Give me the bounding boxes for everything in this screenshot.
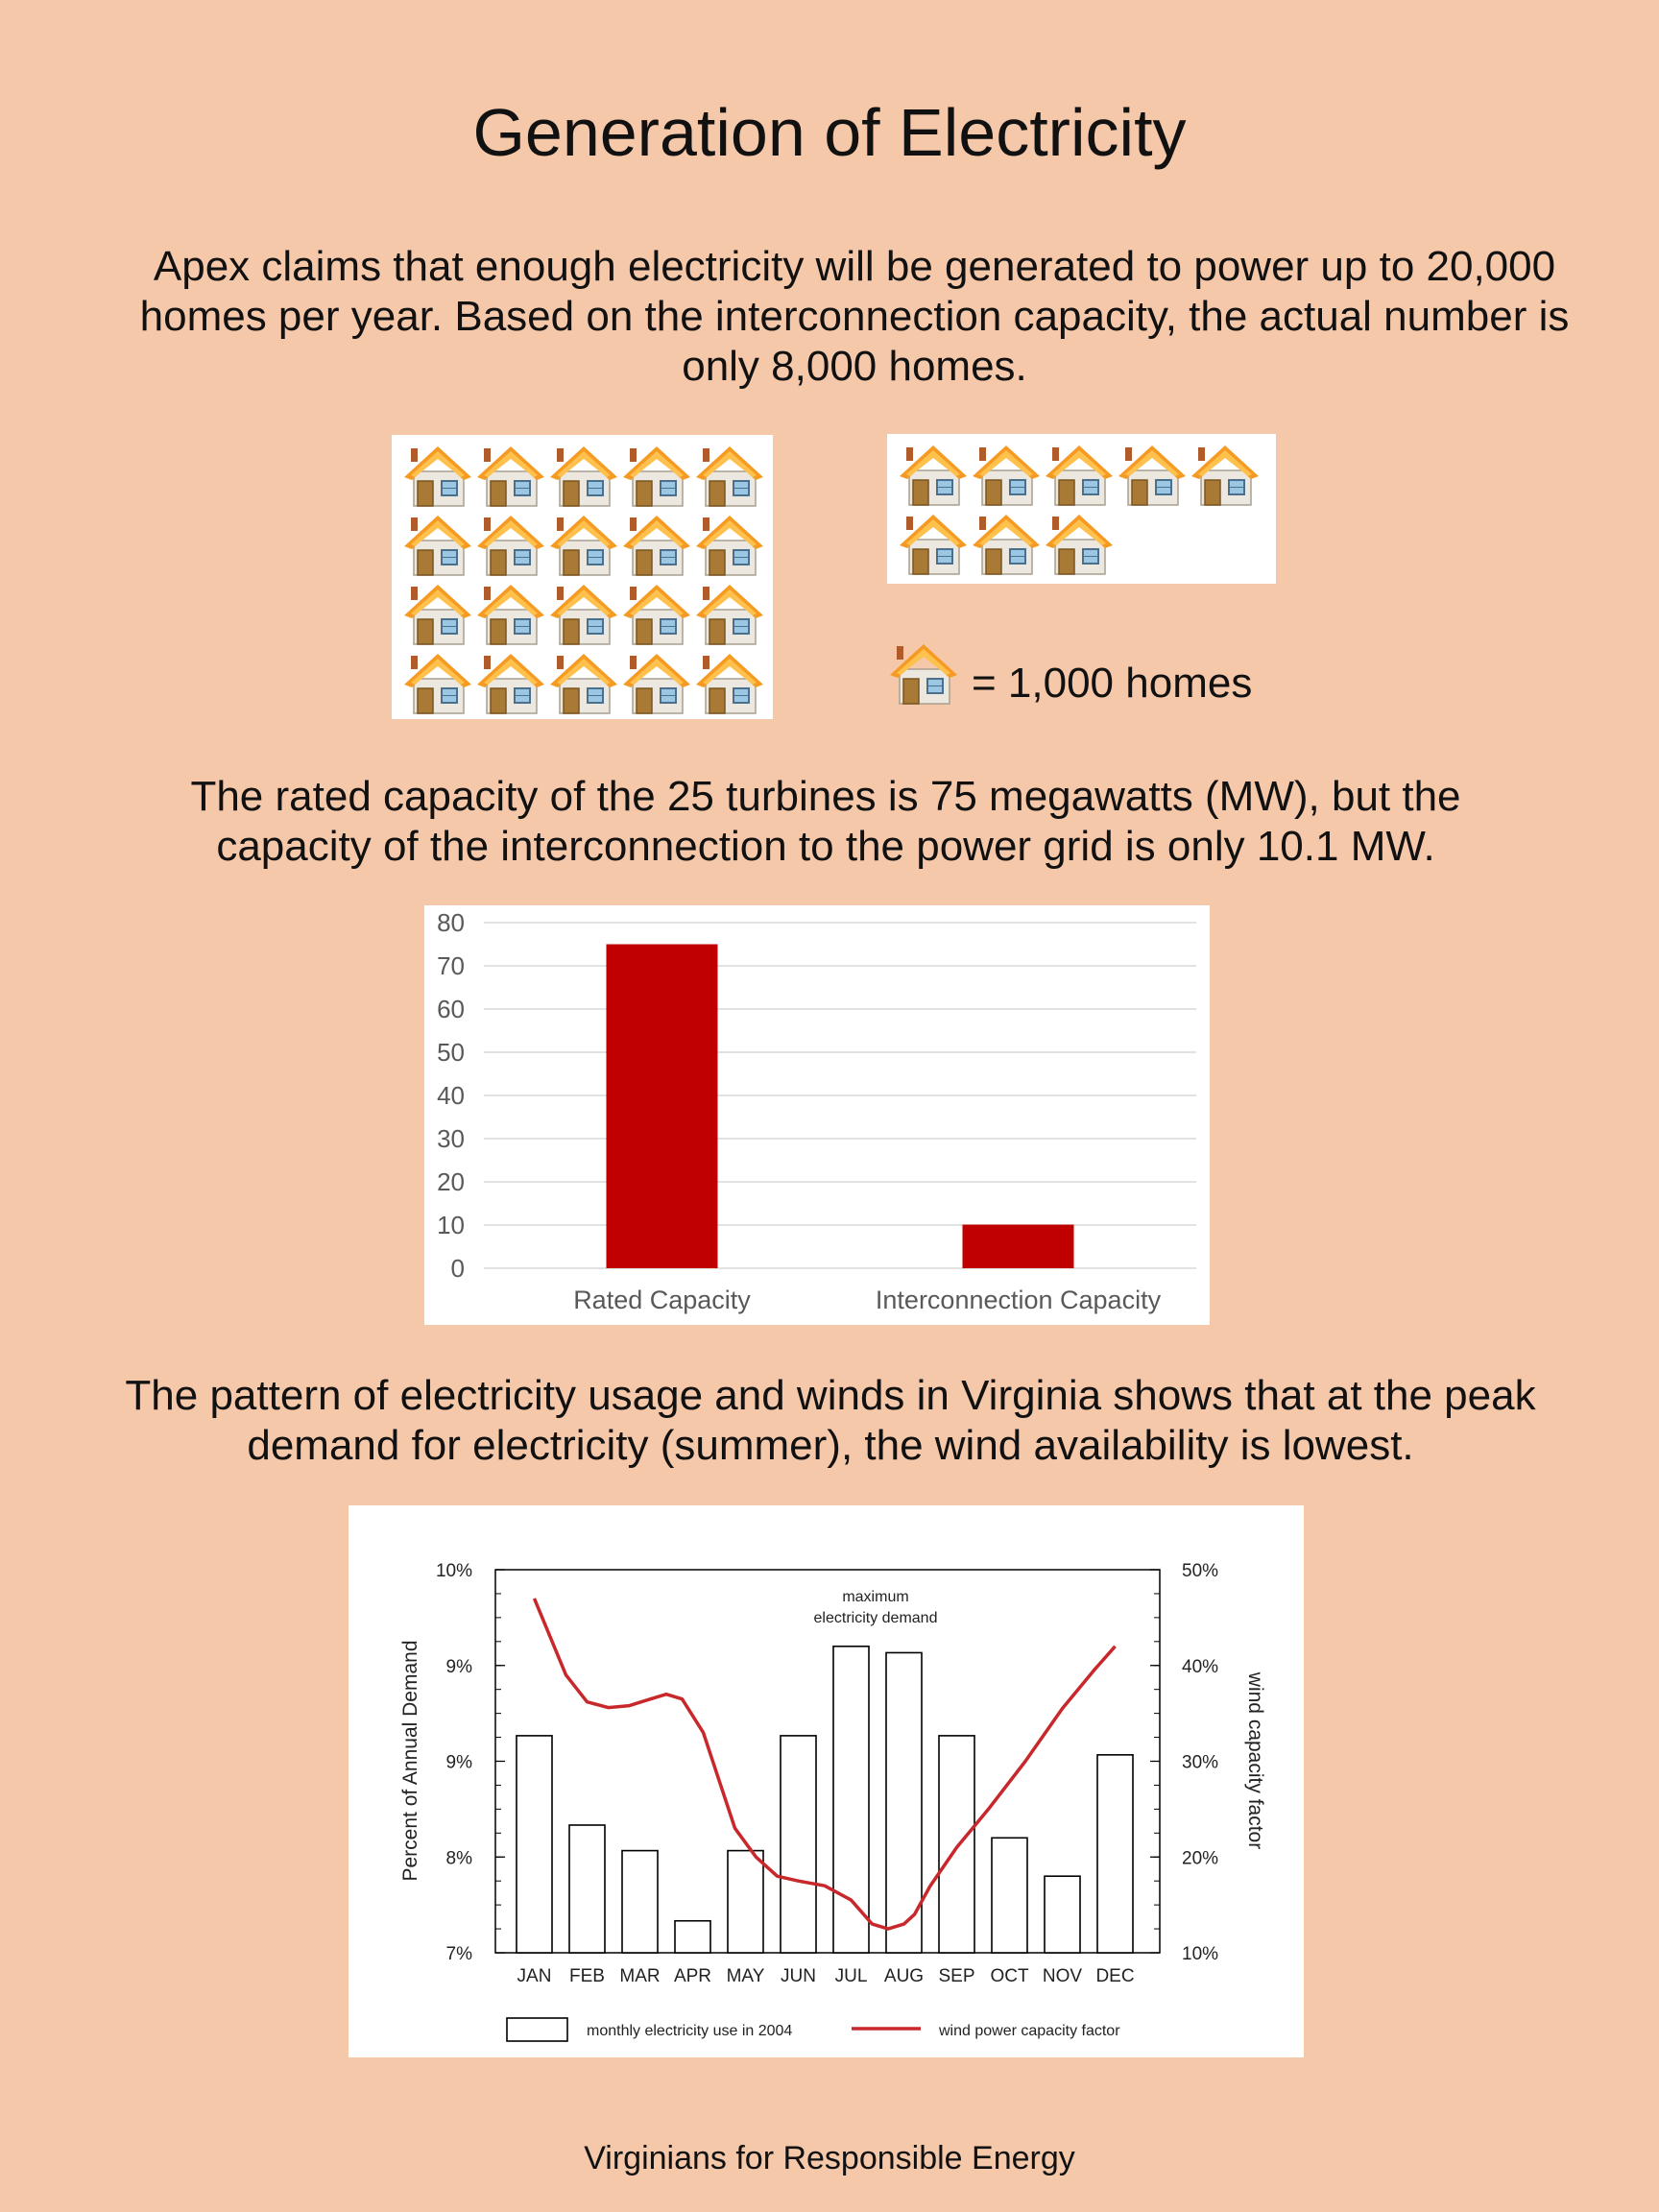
house-icon xyxy=(693,441,766,510)
y-tick-label: 30 xyxy=(437,1124,465,1153)
y-tick-label: 10 xyxy=(437,1211,465,1239)
demand-bar xyxy=(939,1736,974,1953)
right-tick-label: 30% xyxy=(1182,1752,1219,1773)
footer-credit: Virginians for Responsible Energy xyxy=(584,2140,1075,2176)
month-label: MAY xyxy=(726,1966,765,1986)
month-label: JAN xyxy=(517,1966,552,1986)
y-tick-label: 0 xyxy=(450,1254,465,1283)
house-icon xyxy=(1043,509,1116,578)
demand-bar xyxy=(517,1736,552,1953)
page-title: Generation of Electricity xyxy=(472,95,1187,170)
x-tick-label: Interconnection Capacity xyxy=(875,1286,1162,1314)
house-icon xyxy=(897,440,970,509)
house-icon xyxy=(1043,440,1116,509)
wind-pattern-paragraph: The pattern of electricity usage and winds in Virginia shows that at the peak demand for electricity (summer), the wind availability is lowest. xyxy=(125,1372,1536,1469)
house-icon xyxy=(474,441,547,510)
house-icon xyxy=(620,510,693,579)
y-tick-label: 50 xyxy=(437,1038,465,1067)
left-tick-label: 9% xyxy=(445,1656,472,1677)
month-label: NOV xyxy=(1042,1966,1083,1986)
month-label: SEP xyxy=(938,1966,975,1986)
house-icon xyxy=(693,579,766,648)
left-tick-label: 7% xyxy=(445,1944,472,1964)
house-icon xyxy=(620,579,693,648)
house-icon xyxy=(547,510,620,579)
y-axis-title: Percent of Annual Demand xyxy=(399,1640,421,1882)
house-icon xyxy=(401,441,474,510)
house-icon xyxy=(474,510,547,579)
annotation-text: maximum xyxy=(842,1589,909,1605)
y-tick-label: 60 xyxy=(437,995,465,1023)
legend-swatch-bar xyxy=(507,2018,567,2041)
claimed-homes-grid xyxy=(392,435,773,719)
house-icon xyxy=(620,648,693,717)
house-icon xyxy=(547,579,620,648)
capacity-bar-chart xyxy=(424,905,1210,1325)
demand-bar xyxy=(675,1921,710,1953)
y-tick-label: 80 xyxy=(437,908,465,937)
house-icon xyxy=(887,638,960,708)
homes-legend-label: = 1,000 homes xyxy=(972,660,1253,707)
annotation-text: electricity demand xyxy=(813,1610,938,1626)
left-tick-label: 9% xyxy=(445,1752,472,1773)
house-icon xyxy=(474,579,547,648)
house-icon xyxy=(970,440,1043,509)
house-icon xyxy=(547,648,620,717)
demand-bar xyxy=(1045,1876,1080,1953)
bar xyxy=(963,1225,1074,1268)
right-tick-label: 40% xyxy=(1182,1656,1219,1677)
right-tick-label: 20% xyxy=(1182,1848,1219,1869)
right-tick-label: 10% xyxy=(1182,1944,1219,1964)
house-icon xyxy=(620,441,693,510)
capacity-paragraph: The rated capacity of the 25 turbines is 75 megawatts (MW), but the capacity of the interconnection to the power grid is only 10.1 MW. xyxy=(190,773,1461,870)
house-icon xyxy=(547,441,620,510)
y-tick-label: 70 xyxy=(437,951,465,980)
demand-bar xyxy=(1097,1755,1133,1953)
month-label: APR xyxy=(673,1966,712,1986)
house-icon xyxy=(1189,440,1262,509)
demand-bar xyxy=(833,1647,869,1953)
month-label: DEC xyxy=(1095,1966,1135,1986)
actual-homes-grid xyxy=(887,434,1276,584)
left-tick-label: 8% xyxy=(445,1848,472,1869)
right-tick-label: 50% xyxy=(1182,1561,1219,1581)
y-tick-label: 40 xyxy=(437,1081,465,1110)
y-axis-title-right: wind capacity factor xyxy=(1244,1671,1266,1850)
demand-bar xyxy=(992,1838,1027,1953)
left-tick-label: 10% xyxy=(435,1561,472,1581)
x-tick-label: Rated Capacity xyxy=(573,1286,751,1314)
homes-claim-paragraph: Apex claims that enough electricity will be generated to power up to 20,000 homes per year. Based on the interconnection capacity, the actual number is only 8,000 homes. xyxy=(139,243,1570,390)
month-label: JUL xyxy=(834,1966,868,1986)
house-icon xyxy=(693,510,766,579)
month-label: AUG xyxy=(883,1966,925,1986)
house-icon xyxy=(401,579,474,648)
house-icon xyxy=(401,510,474,579)
legend-label: wind power capacity factor xyxy=(939,2023,1120,2039)
month-label: JUN xyxy=(781,1966,816,1986)
house-icon xyxy=(970,509,1043,578)
demand-bar xyxy=(622,1851,658,1953)
bar xyxy=(607,945,718,1269)
house-icon xyxy=(1116,440,1189,509)
house-icon xyxy=(474,648,547,717)
month-label: FEB xyxy=(569,1966,605,1986)
demand-wind-chart xyxy=(349,1505,1304,2057)
demand-bar xyxy=(781,1736,816,1953)
house-icon xyxy=(897,509,970,578)
demand-bar xyxy=(728,1851,763,1953)
month-label: OCT xyxy=(990,1966,1029,1986)
y-tick-label: 20 xyxy=(437,1167,465,1196)
house-icon xyxy=(401,648,474,717)
legend-label: monthly electricity use in 2004 xyxy=(587,2023,793,2039)
house-icon xyxy=(693,648,766,717)
demand-bar xyxy=(569,1825,605,1953)
month-label: MAR xyxy=(619,1966,661,1986)
